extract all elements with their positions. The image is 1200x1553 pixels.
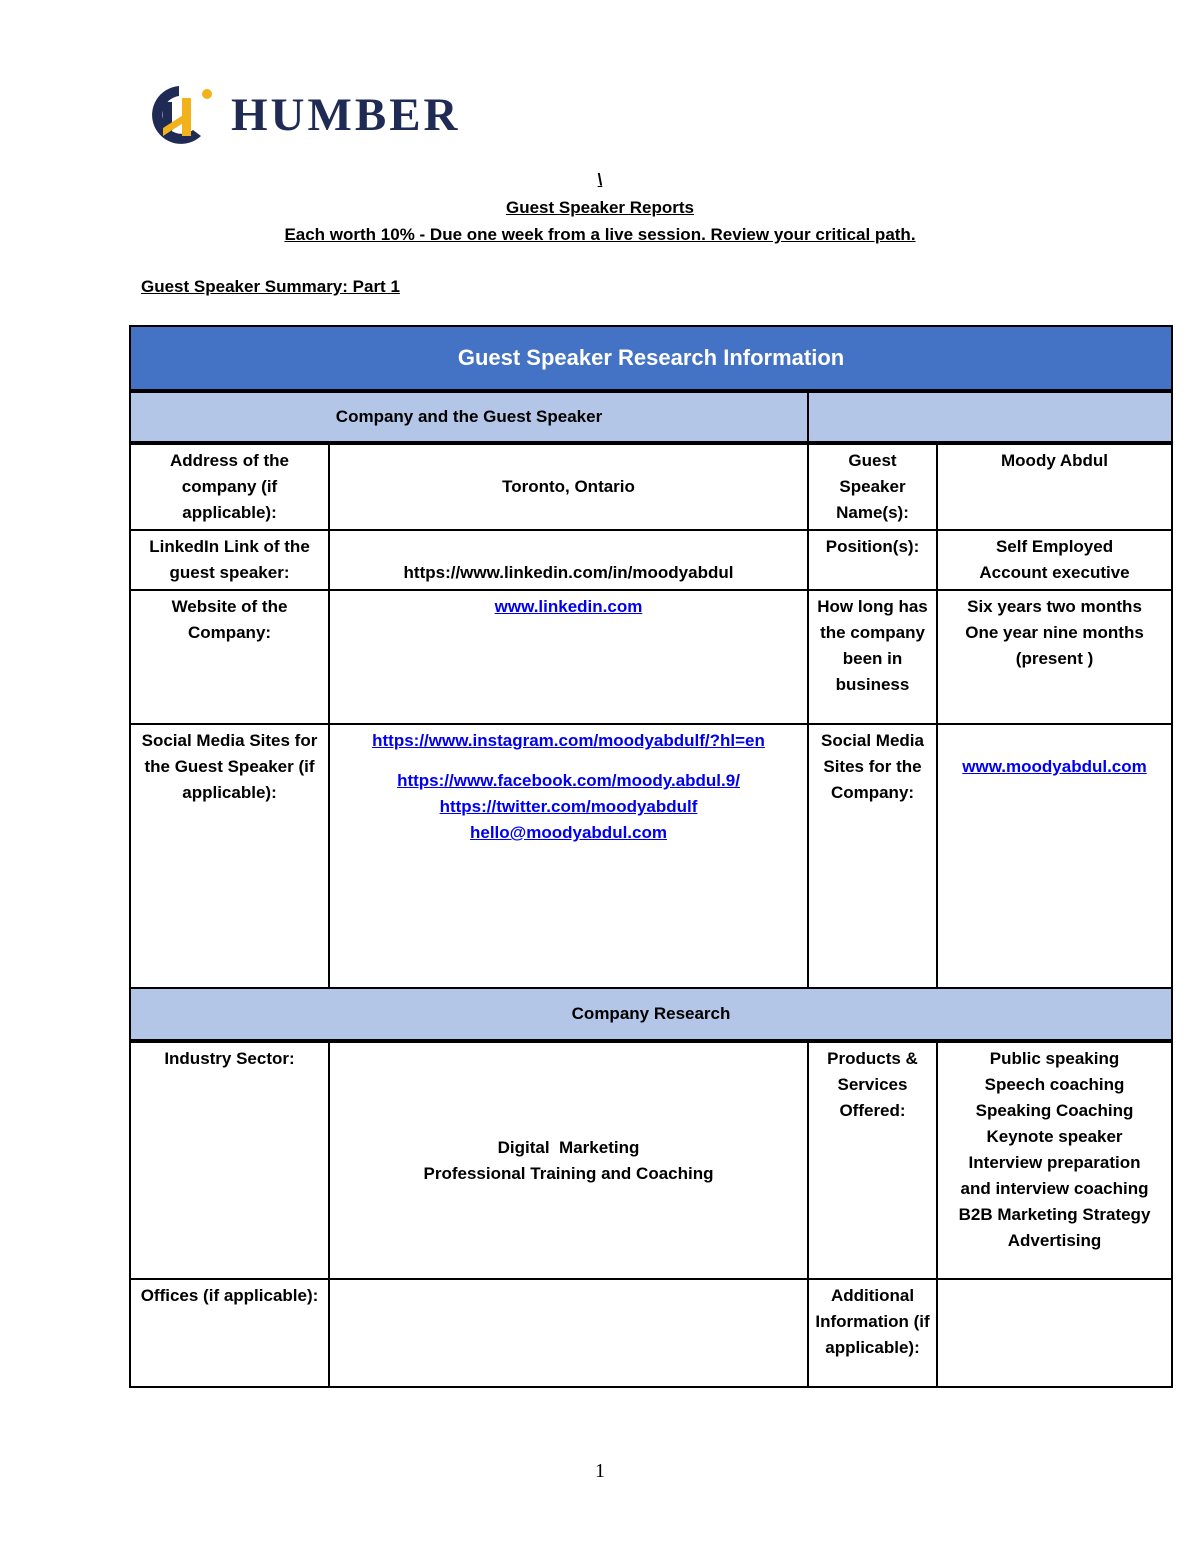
website-link[interactable]: www.linkedin.com — [494, 597, 643, 616]
product-item: Speech coaching — [984, 1075, 1125, 1094]
header-mark: \ — [597, 170, 603, 189]
speaker-name-label: Guest Speaker Name(s): — [808, 443, 937, 530]
social-company-label: Social Media Sites for the Company: — [808, 724, 937, 988]
how-long-line: (present ) — [1015, 649, 1094, 668]
offices-label: Offices (if applicable): — [130, 1279, 329, 1387]
products-label: Products & Services Offered: — [808, 1041, 937, 1279]
website-label: Website of the Company: — [130, 590, 329, 724]
page-title: Guest Speaker Reports — [505, 198, 694, 217]
page-number: 1 — [595, 1460, 605, 1482]
how-long-line: Six years two months — [967, 597, 1142, 616]
section-empty-cell — [808, 391, 1172, 443]
address-label: Address of the company (if applicable): — [130, 443, 329, 530]
offices-value — [329, 1279, 808, 1387]
industry-label: Industry Sector: — [130, 1041, 329, 1279]
instagram-link[interactable]: https://www.instagram.com/moodyabdulf/?hl=en — [372, 731, 765, 750]
additional-info-value — [937, 1279, 1172, 1387]
company-website-link[interactable]: www.moodyabdul.com — [962, 757, 1147, 776]
social-speaker-label: Social Media Sites for the Guest Speaker (if applicable): — [130, 724, 329, 988]
humber-logo — [145, 84, 461, 146]
product-item: Speaking Coaching — [975, 1101, 1134, 1120]
facebook-link[interactable]: https://www.facebook.com/moody.abdul.9/ — [397, 771, 740, 790]
page-subtitle: Each worth 10% - Due one week from a live session. Review your critical path. — [284, 225, 916, 244]
industry-line: Professional Training and Coaching — [423, 1163, 714, 1183]
table-banner: Guest Speaker Research Information — [130, 326, 1172, 391]
social-speaker-links — [329, 724, 808, 988]
how-long-line: One year nine months — [965, 623, 1144, 642]
product-item: B2B Marketing Strategy — [958, 1205, 1151, 1224]
additional-info-label: Additional Information (if applicable): — [808, 1279, 937, 1387]
product-item: Advertising — [1007, 1231, 1102, 1250]
position-line: Account executive — [979, 563, 1130, 582]
product-item: and interview coaching — [960, 1179, 1149, 1198]
email-link[interactable]: hello@moodyabdul.com — [470, 823, 667, 842]
industry-value — [329, 1041, 808, 1279]
section-company-speaker: Company and the Guest Speaker — [130, 391, 808, 443]
twitter-link[interactable]: https://twitter.com/moodyabdulf — [439, 797, 698, 816]
section-company-research: Company Research — [130, 988, 1172, 1041]
address-value: Toronto, Ontario — [329, 443, 808, 530]
humber-logo-icon — [145, 84, 217, 146]
position-value — [937, 530, 1172, 590]
speaker-name-value: Moody Abdul — [937, 443, 1172, 530]
summary-label: Guest Speaker Summary: Part 1 — [141, 277, 400, 296]
product-item: Interview preparation — [968, 1153, 1141, 1172]
position-line: Self Employed — [995, 537, 1114, 556]
product-item: Public speaking — [989, 1049, 1120, 1068]
how-long-value — [937, 590, 1172, 724]
position-label: Position(s): — [808, 530, 937, 590]
products-value — [937, 1041, 1172, 1279]
research-table — [129, 325, 1173, 1388]
linkedin-label: LinkedIn Link of the guest speaker: — [130, 530, 329, 590]
logo-wordmark: HUMBER — [231, 88, 461, 141]
industry-line: Digital Marketing — [497, 1137, 640, 1157]
linkedin-value: https://www.linkedin.com/in/moodyabdul — [329, 530, 808, 590]
how-long-label: How long has the company been in business — [808, 590, 937, 724]
product-item: Keynote speaker — [986, 1127, 1123, 1146]
